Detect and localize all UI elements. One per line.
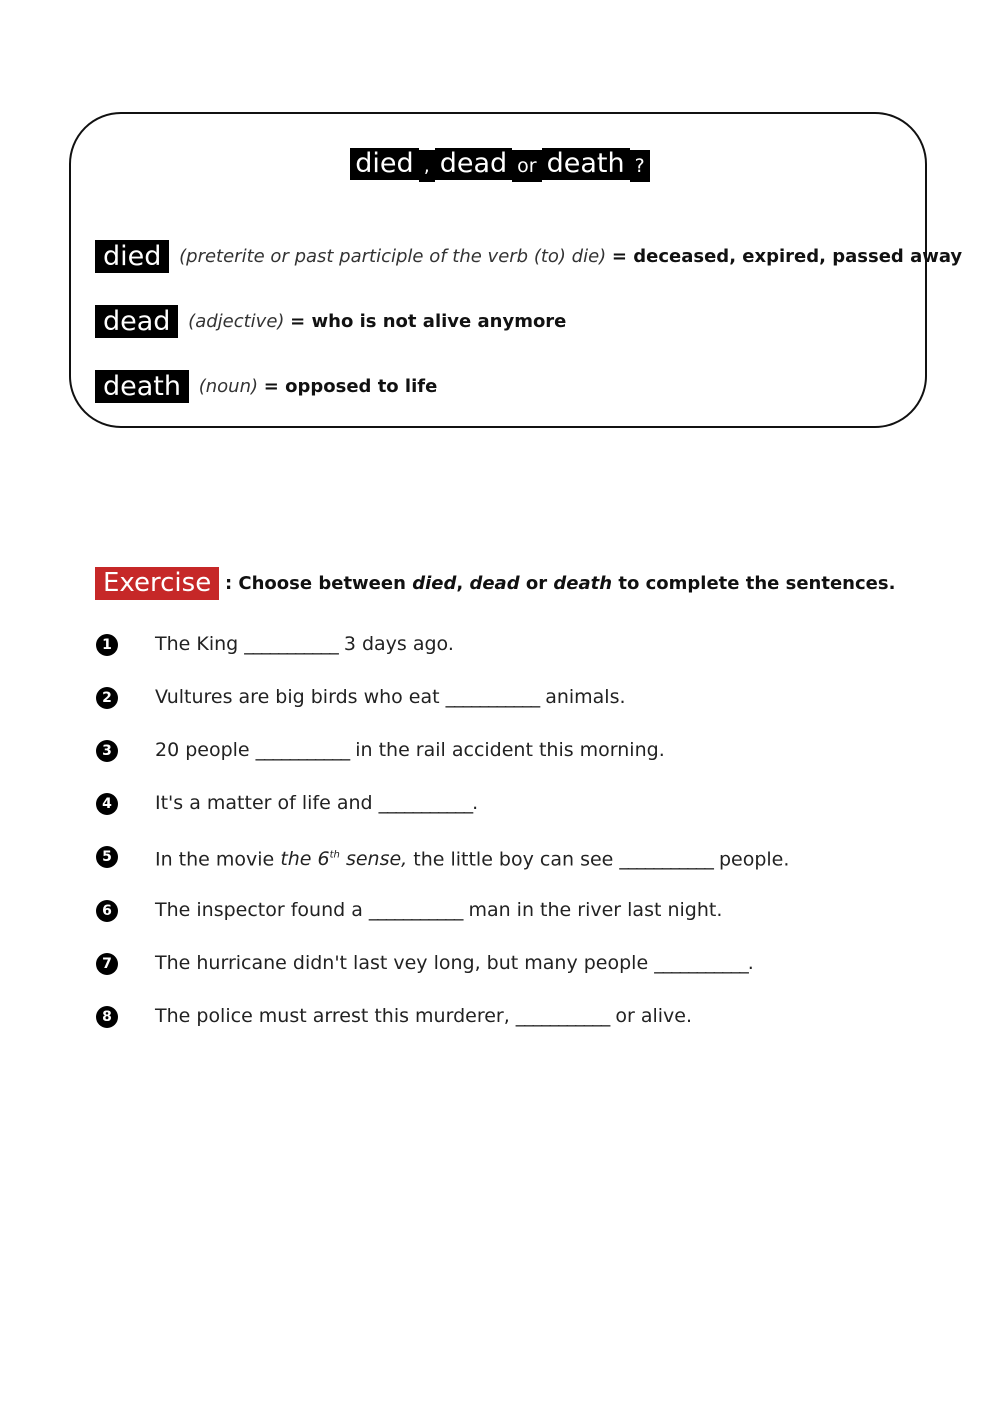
definition-death [95,370,437,403]
option-death: death [553,573,613,594]
answer-blank[interactable]: ___________ [445,686,540,708]
question-6 [96,898,723,922]
question-2 [96,685,626,709]
question-text: The inspector found a [155,899,363,921]
question-number: 2 [96,687,118,709]
title-or: or [512,150,541,182]
question-text: It's a matter of life and [155,792,373,814]
question-text: or alive. [615,1005,692,1027]
question-1 [96,632,454,656]
definition-word: death [95,370,189,403]
answer-blank[interactable]: ___________ [244,633,338,655]
answer-blank[interactable]: ___________ [515,1005,610,1027]
question-5 [96,844,790,871]
question-text: In the movie [155,848,275,871]
movie-title-rest: sense, [345,848,408,871]
movie-title-sup: th [329,850,340,861]
exercise-label: Exercise [95,567,219,600]
question-text: people. [718,848,790,871]
exercise-header [95,567,895,600]
question-text: man in the river last night. [468,899,723,921]
title-word-died: died [350,148,418,180]
definition-meaning: = deceased, expired, passed away [611,246,963,267]
instr-or: or [525,573,548,594]
definition-note: (adjective) [188,311,285,332]
instr-post: to complete the sentences. [618,573,896,594]
movie-title [280,848,407,870]
exercise-instructions [225,573,895,594]
instr-pre: : Choose between [224,573,406,594]
question-text: 20 people [155,739,250,761]
question-7 [96,951,754,975]
definition-died [95,240,962,273]
question-text: the little boy can see [413,848,614,871]
rule-title [0,148,1000,182]
question-number: 4 [96,793,118,815]
title-question-mark: ? [630,150,650,182]
definition-word: dead [95,305,178,338]
question-3 [96,738,665,762]
question-number: 1 [96,634,118,656]
option-died: died [412,573,457,594]
definition-note: (noun) [198,376,259,397]
question-text: The King [155,633,239,655]
answer-blank[interactable]: ___________ [619,848,713,871]
answer-blank[interactable]: ___________ [255,739,350,761]
answer-blank[interactable]: ___________ [378,792,473,814]
definition-meaning: = opposed to life [263,376,438,397]
question-text: 3 days ago. [343,633,454,655]
answer-blank[interactable]: ___________ [654,952,748,974]
question-number: 7 [96,953,118,975]
option-dead: dead [469,573,520,594]
question-text: The hurricane didn't last vey long, but many people [155,952,649,974]
definition-word: died [95,240,169,273]
title-comma: , [419,150,435,182]
question-text: animals. [545,686,626,708]
question-number: 5 [96,846,118,868]
question-4 [96,791,479,815]
question-number: 8 [96,1006,118,1028]
title-word-death: death [542,148,630,180]
definition-meaning: = who is not alive anymore [290,311,567,332]
instr-comma: , [456,573,464,594]
question-text: The police must arrest this murderer, [155,1005,510,1027]
answer-blank[interactable]: ___________ [368,899,463,921]
question-text: in the rail accident this morning. [355,739,665,761]
movie-title-main: the 6 [280,848,330,871]
question-text: . [747,952,754,974]
question-text: Vultures are big birds who eat [155,686,440,708]
title-word-dead: dead [435,148,512,180]
question-8 [96,1004,692,1028]
question-number: 6 [96,900,118,922]
definition-note: (preterite or past participle of the verb (to) die) [179,246,607,267]
question-number: 3 [96,740,118,762]
question-text: . [472,792,479,814]
definition-dead [95,305,566,338]
